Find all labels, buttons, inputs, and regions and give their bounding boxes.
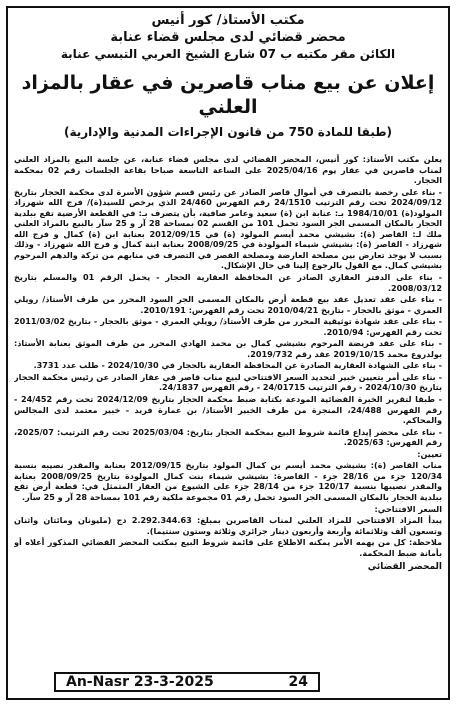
paragraph-expert-order: - بناء على أمر بتعيين خبير لتحديد السعر الافتتاحي لبيع مناب قاصر في عقار الصادر عن رئيس محكمة الحجار بتاريخ 2024/10/30 - رقم الترتيب 24/01715 - رقم الفهرس 24/1837. <box>14 371 442 393</box>
office-header <box>8 12 448 63</box>
paragraph-shares: مناب القاصر (ة): بشيشي محمد أيسم بن كمال المولود بتاريخ 2012/09/15 بعنابة والمقدر نصيبه بنسبة 120/34 جزء من 28/16 جزء - القاصرة: بشيشي شيماء بنت كمال المولودة بتاريخ 2008/09/25 بعنابة والمقدر نصيبها بنسبة 120/17 جزء من 28/14 جزء على الشيوع من العقار المتمثل في: قطعة أرض تقع ببلدية الحجار بالمكان المسمى الجر السود تحمل رقم 01 مجموعة ملكية رقم 101 بمساحة 28 آر و 25 سآر. <box>14 460 442 502</box>
paragraph-conditions-filing: - بناء على محضر إيداع قائمة شروط البيع بمحكمة الحجار بتاريخ: 2025/03/04 تحت رقم الترتيب: 2025/07، رقم الفهرس: 2025/63. <box>14 426 442 448</box>
notice-subtitle: (طبقا للمادة 750 من قانون الإجراءات المدنية والإدارية) <box>63 125 393 139</box>
office-title: محضر قضائي لدى مجلس قضاء عنابة <box>110 30 346 45</box>
paragraph-notary-cert: - بناء على عقد شهادة توثيقية المحرر من طرف الأستاذ/ رويلي العمري - موثق بالحجار - بتاريخ 2011/03/02 تحت رقم الفهرس: 2010/94. <box>14 316 442 337</box>
office-name: مكتب الأستاذ/ كور أنيس <box>151 13 305 28</box>
notice-body <box>14 154 442 642</box>
paragraph-property-cert: - بناء على الشهادة العقارية الصادرة عن المحافظة العقارية بالحجار في 2024/10/30 - طلب عدد 3731. <box>33 360 442 371</box>
paragraph-license: - بناء على رخصة بالتصرف في أموال قاصر الصادر عن رئيس قسم شؤون الأسرة لدى محكمة الحجار بتاريخ 2024/09/12 تحت رقم الترتيب 24/1510 رقم الفهرس 24/460 الذي يرخص للسيد(ة)/ فرج الله شهرزاد المولود(ة) 1984/10/01 بـ: عنابة ابن (ة) سعيد وعامر صافية، بأن يتصرف بـ: في القطعة الأرضية تقع ببلدية الحجار بالمكان المسمى الجر السود تحمل 101 من القسم 02 بمساحة 28 آر و 25 سآر بالبيع بالمزاد العلني ملك لـ: القاصر (ة): بشيشي محمد أيسم المولود (ة) في 2012/09/15 بعنابة ابن (ة) كمال و فرج الله شهرزاد - القاصر (ة): بشيشي شيماء المولودة في 2008/09/25 بعنابة ابنة كمال و فرج الله شهرزاد - وذلك بسبب لا يوجد تعارض بين مصلحة العارضة ومصلحة القصر في التصرف في منابهم من تركة والدهم المرحوم بشيشي كمال. مع القول بالرجوع إلينا في حال الإشكال. <box>14 186 442 271</box>
section-heading-price: السعر الافتتاحي: <box>374 503 442 514</box>
section-heading-designation: تعيين: <box>417 448 442 459</box>
paragraph-price: يبدأ المزاد الافتتاحي للمزاد العلني لمناب القاصرين بمبلغ: 2.292.344.63 دج (مليونان ومائتان واثنان وتسعون ألف وثلاثمائة وأربعة وأربعون دينار جزائري وثلاثة وستون سنتيما). <box>14 515 442 536</box>
paragraph-intro: يعلن مكتب الأستاذ: كور أنيس، المحضر القضائي لدى مجلس قضاء عنابة، عن جلسة البيع بالمزاد العلني لمناب قاصرين في عقار يوم 2025/04/16 على الساعة التاسعة صباحا بقاعة الجلسات رقم 02 بمحكمة الحجار. <box>14 154 442 186</box>
newspaper-footer <box>54 672 320 692</box>
paragraph-inheritance-deed: - بناء على عقد فريضة المرحوم بشيشي كمال بن محمد الهادي المحرر من طرف الموثق بعنابة الأستاذ: بولدروع محمد 2019/10/15 عقد رقم 2019/732. <box>14 338 442 359</box>
signature: المحضر القضائي <box>367 562 442 573</box>
page-number: 24 <box>288 674 308 690</box>
notice-title: إعلان عن بيع مناب قاصرين في عقار بالمزاد العلني <box>21 72 435 118</box>
paragraph-sale-deed: - بناء على عقد تعديل عقد بيع قطعة أرض بالمكان المسمى الجر السود المحرر من طرف الأستاذ/ رويلي العمري - موثق بالحجار - بتاريخ 2010/04/21 تحت رقم الفهرس: 2010/191. <box>14 294 442 315</box>
paragraph-expert-report: - طبقا لتقرير الخبرة القضائية المودعة بكتابة ضبط محكمة الحجار بتاريخ 2024/12/09 تحت رقم 24/452 - رقم الفهرس 24/488، المنجزة من طرف الخبير الأستاذ/ بن عمارة فريد - خبير معتمد لدى المجالس والمحاكم. <box>14 394 442 426</box>
paragraph-land-register: - بناء على الدفتر العقاري الصادر عن المحافظة العقارية الحجار - يحمل الرقم 01 والمسلم بتاريخ 2008/03/12. <box>14 272 442 293</box>
office-address: الكائن مقر مكتبه ب 07 شارع الشيخ العربي التبسي عنابة <box>60 47 396 61</box>
notice-page <box>6 6 450 700</box>
newspaper-date: An-Nasr 23-3-2025 <box>66 674 214 690</box>
paragraph-note: ملاحظة: كل من يهمه الأمر يمكنه الاطلاع على قائمة شروط البيع بمكتب المحضر القضائي المذكور أعلاه أو بأمانة ضبط المحكمة. <box>14 537 442 558</box>
